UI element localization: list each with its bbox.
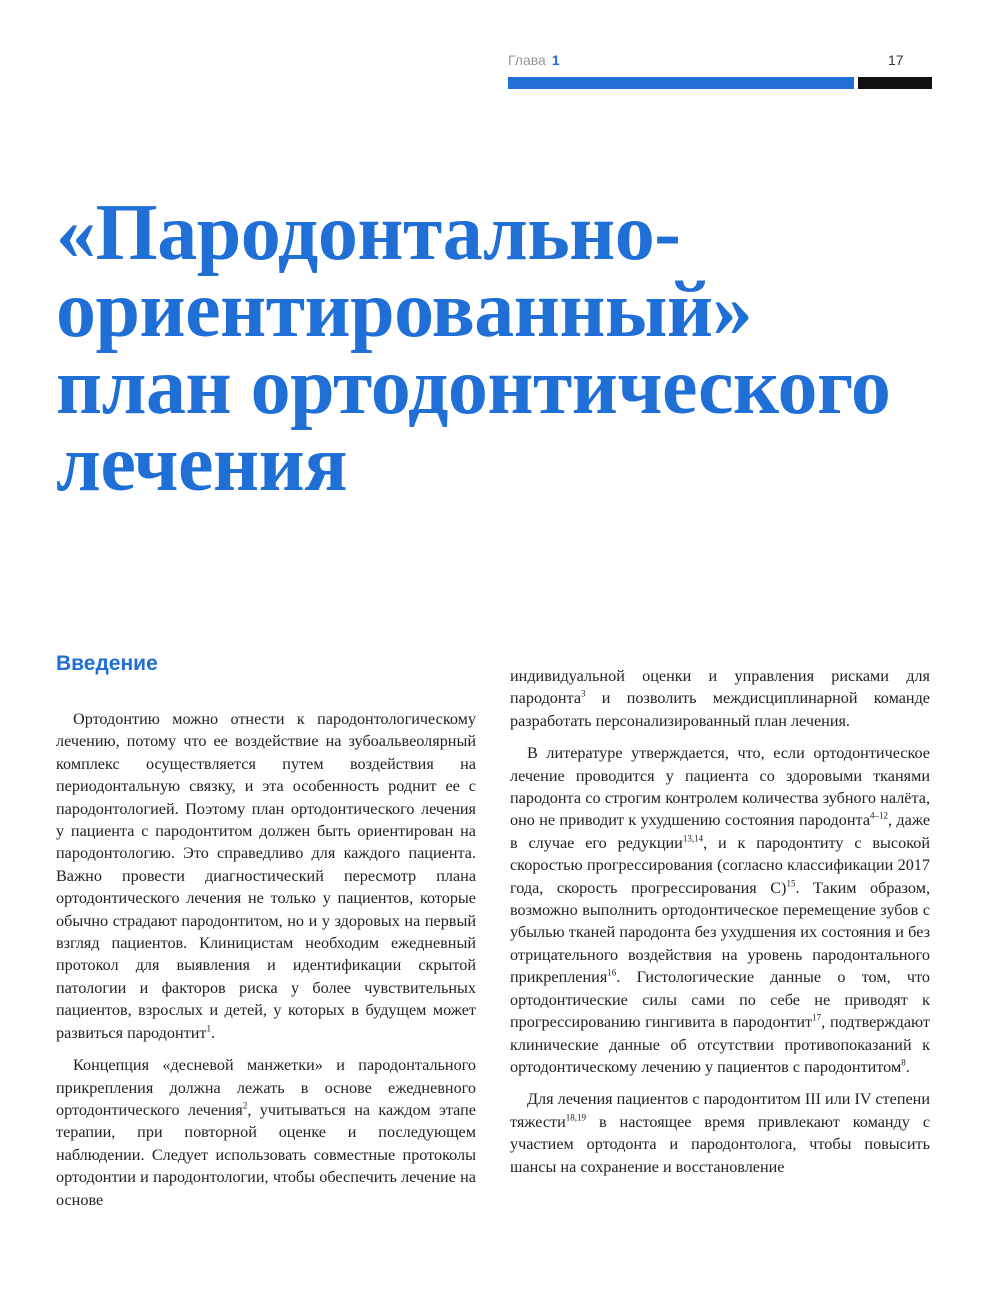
title-line-2: ориентированный» <box>56 266 753 354</box>
paragraph-text: и позволить междисциплинарной команде разработать персонализированный план лечения. <box>510 689 930 730</box>
paragraph-text: Для лечения пациентов с пародонтитом III или IV степени тяжести <box>510 1090 930 1131</box>
paragraph-text: . Гистологические данные о том, что ортодонтические силы сами по себе не приводят к прогрессированию гингивита в пародонтит <box>510 968 930 1032</box>
paragraph-text: Концепция «десневой манжетки» и пародонтального прикрепления должна лежать в основе ежедневного ортодонтического лечения <box>56 1056 476 1119</box>
paragraph-text: Ортодонтию можно отнести к пародонтологическому лечению, потому что ее воздействие на зубоальвеолярный комплекс осуществляется путем воздействия на периодонтальную связку, и эта особенность роднит ее с пародонтологией. Поэтому план ортодонтического лечения у пациента с пародонтитом должен быть ориентирован на пародонтологию. Это справедливо для каждого пациента. Важно провести диагностический пересмотр плана ортодонтического лечения не только у пациентов, которые обычно страдают пародонтитом, но и у здоровых на первый взгляд пациентов. Клиницистам необходим ежедневный протокол для выявления и идентификации скрытой патологии и факторов риска у более чувствительных пациентов, взрослых и детей, у которых в будущем может развиться пародонтит <box>56 710 476 1042</box>
title-line-4: лечения <box>56 420 347 508</box>
paragraph-text: , и к пародонтиту с высокой скоростью прогрессирования (согласно классификации 2017 года, скорость прогрессирования C) <box>510 833 931 897</box>
title-line-1: «Пародонтально- <box>56 189 681 277</box>
paragraph-text: , учитываться на каждом этапе терапии, при повторной оценке и последующем наблюдении. Следует использовать совместные протоколы ортодонтии и пародонтологии, чтобы обеспечить лечение на основе <box>56 1100 476 1209</box>
paragraph-text: в настоящее время привлекают команду с участием ортодонта и пародонтолога, чтобы повысить шансы на сохранение и восстановление <box>510 1112 930 1176</box>
right-column <box>510 665 930 1188</box>
footnote-ref: 2 <box>242 1100 248 1111</box>
footnote-ref: 18,19 <box>565 1112 587 1123</box>
paragraph-text: В литературе утверждается, что, если ортодонтическое лечение проводится у пациента со здоровыми тканями пародонта со строгим контролем количества зубного налёта, оно не приводит к ухудшению состояния пародонта <box>510 744 930 830</box>
paragraph-1 <box>56 708 476 1044</box>
paragraph-text: индивидуальной оценки и управления рисками для пародонта <box>510 667 930 708</box>
footnote-ref: 8 <box>901 1057 906 1068</box>
paragraph-text: . Таким образом, возможно выполнить ортодонтическое перемещение зубов с убылью тканей пародонта без ухудшения их состояния и без отрицательного воздействия на уровень пародонтального прикрепления <box>510 878 930 987</box>
paragraph-5 <box>510 1088 930 1178</box>
title-line-3: план ортодонтического <box>56 343 891 431</box>
chapter-label <box>508 52 560 68</box>
footnote-ref: 15 <box>786 878 796 889</box>
header-blue-bar <box>508 77 854 89</box>
footnote-ref: 16 <box>607 967 617 978</box>
running-header <box>508 52 932 92</box>
footnote-ref: 17 <box>812 1012 822 1023</box>
footnote-ref: 1 <box>206 1023 211 1034</box>
paragraph-text: . <box>211 1023 216 1042</box>
footnote-ref: 4–12 <box>870 811 889 822</box>
footnote-ref: 13,14 <box>682 833 704 844</box>
chapter-word: Глава <box>508 52 546 68</box>
header-black-bar <box>858 77 932 89</box>
paragraph-text: . <box>905 1057 910 1076</box>
section-heading: Введение <box>56 652 158 675</box>
paragraph-2 <box>56 1054 476 1211</box>
paragraph-text: , даже в случае его редукции <box>510 811 931 852</box>
paragraph-4 <box>510 742 930 1078</box>
chapter-title <box>56 189 956 508</box>
left-column <box>56 650 476 1221</box>
footnote-ref: 3 <box>581 689 586 700</box>
page-number: 17 <box>888 52 904 68</box>
paragraph-3 <box>510 665 930 732</box>
chapter-number: 1 <box>551 52 560 68</box>
paragraph-text: , подтверждают клинические данные об отсутствии противопоказаний к ортодонтическому лечению у пациентов с пародонтитом <box>510 1013 930 1076</box>
